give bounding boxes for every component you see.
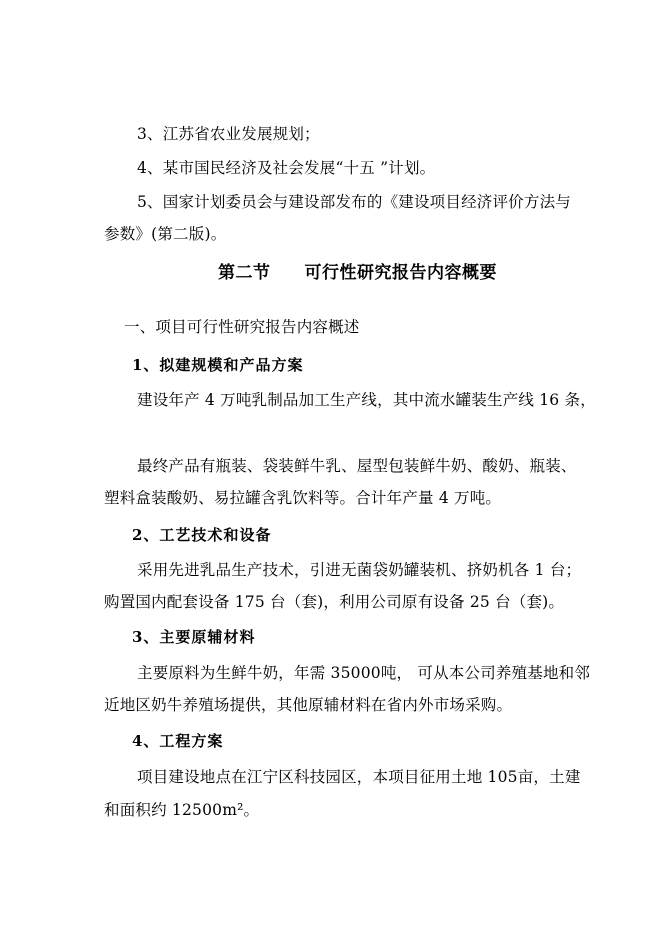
section-number: 第二节 (218, 263, 271, 283)
subsection-2-line-2: 购置国内配套设备 175 台（套)，利用公司原有设备 25 台（套)。 (104, 593, 565, 611)
subsection-3-heading: 3、主要原辅材料 (132, 628, 256, 646)
basis-item-5-continued: 参数》(第二版)。 (104, 225, 227, 243)
subsection-3-line-1: 主要原料为生鲜牛奶，年需 35000吨， 可从本公司养殖基地和邻 (137, 664, 591, 682)
subsection-1-line-3: 塑料盒装酸奶、易拉罐含乳饮料等。合计年产量 4 万吨。 (104, 489, 502, 507)
section-title: 可行性研究报告内容概要 (304, 263, 497, 283)
subsection-3-line-2: 近地区奶牛养殖场提供，其他原辅材料在省内外市场采购。 (104, 696, 513, 714)
subsection-4-heading: 4、工程方案 (132, 732, 224, 750)
subsection-2-line-1: 采用先进乳品生产技术，引进无菌袋奶罐装机、挤奶机各 1 台； (137, 561, 582, 579)
subsection-4-line-2: 和面积约 12500m²。 (104, 801, 260, 819)
subsection-4-line-1: 项目建设地点在江宁区科技园区，本项目征用土地 105亩，土建 (137, 768, 581, 786)
subsection-2-heading: 2、工艺技术和设备 (132, 526, 272, 544)
overview-title: 一、项目可行性研究报告内容概述 (124, 318, 360, 336)
basis-item-4: 4、某市国民经济及社会发展“十五 ”计划。 (137, 159, 436, 177)
subsection-1-line-1: 建设年产 4 万吨乳制品加工生产线，其中流水罐装生产线 16 条， (137, 391, 596, 409)
basis-item-3: 3、江苏省农业发展规划； (137, 125, 320, 143)
subsection-1-line-2: 最终产品有瓶装、袋装鲜牛乳、屋型包装鲜牛奶、酸奶、瓶装、 (137, 457, 577, 475)
subsection-1-heading: 1、拟建规模和产品方案 (132, 356, 304, 374)
basis-item-5: 5、国家计划委员会与建设部发布的《建设项目经济评价方法与 (137, 193, 571, 211)
section-heading (218, 262, 497, 284)
